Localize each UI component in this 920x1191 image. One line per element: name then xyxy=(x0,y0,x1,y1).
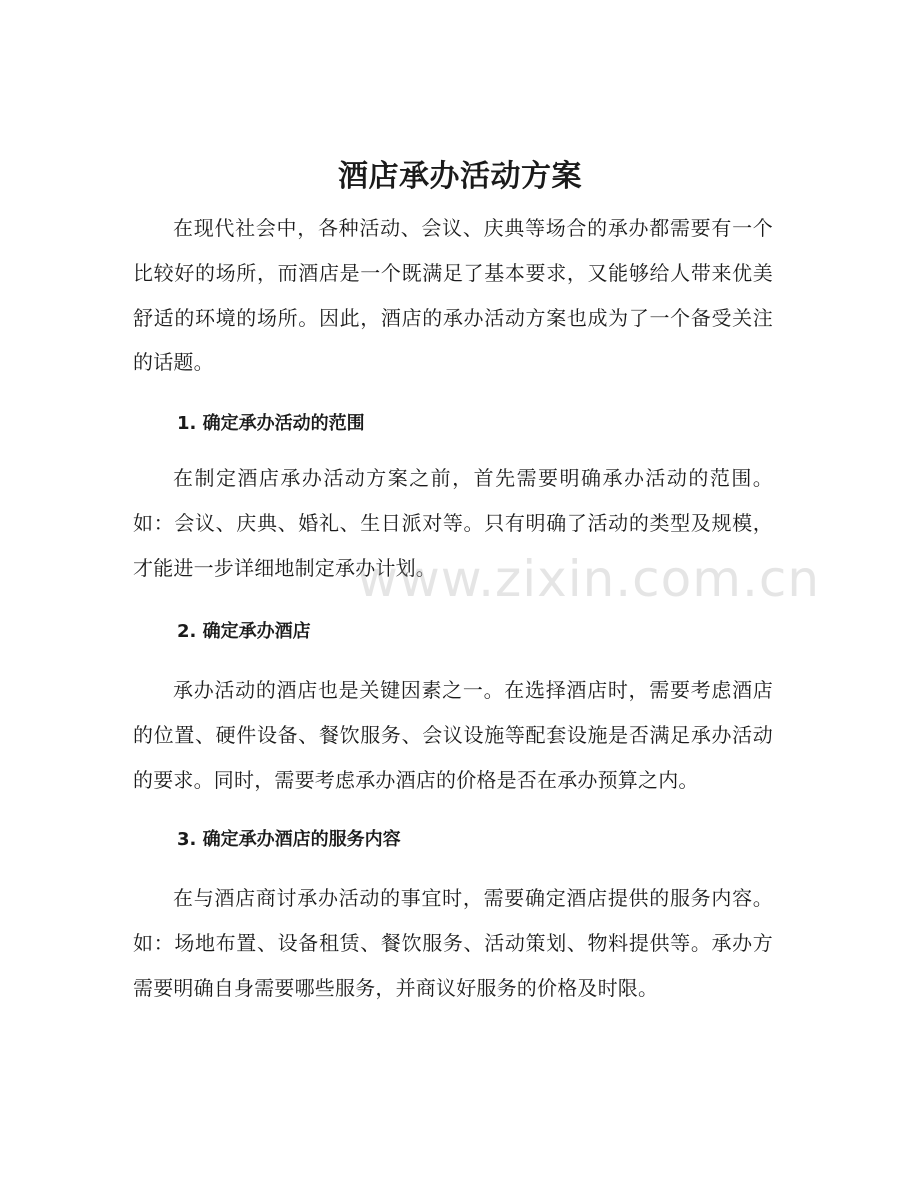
document-title: 酒店承办活动方案 xyxy=(338,159,582,194)
section-heading-2: 2. 确定承办酒店 xyxy=(177,621,311,642)
section-heading-1: 1. 确定承办活动的范围 xyxy=(177,413,365,434)
intro-paragraph: 在现代社会中，各种活动、会议、庆典等场合的承办都需要有一个比较好的场所，而酒店是一个既满足了基本要求，又能够给人带来优美舒适的环境的场所。因此，酒店的承办活动方案也成为了一个备受关注的话题。 xyxy=(133,216,773,375)
section-paragraph-3: 在与酒店商讨承办活动的事宜时，需要确定酒店提供的服务内容。如：场地布置、设备租赁、餐饮服务、活动策划、物料提供等。承办方需要明确自身需要哪些服务，并商议好服务的价格及时限。 xyxy=(133,886,773,1000)
section-heading-3: 3. 确定承办酒店的服务内容 xyxy=(177,829,401,850)
watermark: www.zixin.com.cn xyxy=(357,550,821,608)
section-paragraph-1: 在制定酒店承办活动方案之前，首先需要明确承办活动的范围。如：会议、庆典、婚礼、生日派对等。只有明确了活动的类型及规模，才能进一步详细地制定承办计划。 xyxy=(133,466,773,580)
section-paragraph-2: 承办活动的酒店也是关键因素之一。在选择酒店时，需要考虑酒店的位置、硬件设备、餐饮服务、会议设施等配套设施是否满足承办活动的要求。同时，需要考虑承办酒店的价格是否在承办预算之内。 xyxy=(133,678,773,792)
